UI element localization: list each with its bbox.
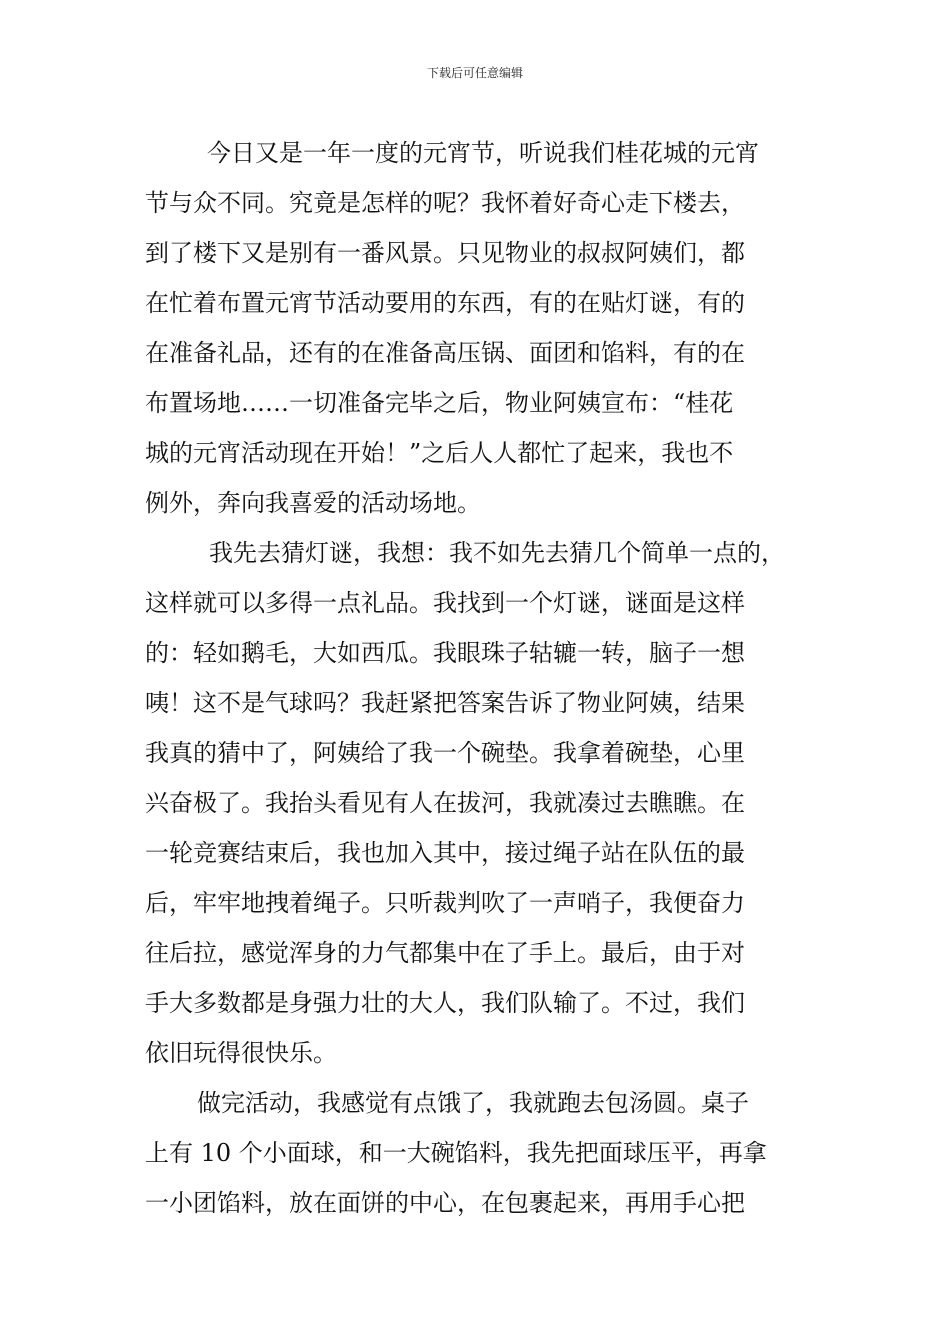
text-line: 一小团馅料，放在面饼的中心，在包裹起来，再用手心把: [145, 1189, 745, 1217]
text-line: 一轮竞赛结束后，我也加入其中，接过绳子站在队伍的最: [145, 839, 745, 867]
text-line: 兴奋极了。我抬头看见有人在拔河，我就凑过去瞧瞧。在: [145, 789, 745, 817]
paragraph-2: [145, 528, 807, 1078]
text-line: 今日又是一年一度的元宵节，听说我们桂花城的元宵: [207, 139, 759, 167]
text-line: 在准备礼品，还有的在准备高压锅、面团和馅料，有的在: [145, 339, 745, 367]
text-line: 在忙着布置元宵节活动要用的东西，有的在贴灯谜，有的: [145, 289, 745, 317]
page-header: 下载后可任意编辑: [426, 66, 523, 80]
document-body: [145, 128, 807, 1228]
text-line: 往后拉，感觉浑身的力气都集中在了手上。最后，由于对: [145, 939, 745, 967]
text-line: 手大多数都是身强力壮的大人，我们队输了。不过，我们: [145, 989, 745, 1017]
text-line: 做完活动，我感觉有点饿了，我就跑去包汤圆。桌子: [197, 1089, 749, 1117]
paragraph-1: [145, 128, 807, 528]
text-line: 依旧玩得很快乐。: [145, 1039, 337, 1067]
text-line: 的：轻如鹅毛，大如西瓜。我眼珠子轱辘一转，脑子一想: [145, 639, 745, 667]
text-line: 节与众不同。究竟是怎样的呢？我怀着好奇心走下楼去，: [145, 189, 745, 217]
text-line: 上有 10 个小面球，和一大碗馅料，我先把面球压平，再拿: [145, 1139, 767, 1167]
text-line: 咦！这不是气球吗？我赶紧把答案告诉了物业阿姨，结果: [145, 689, 745, 717]
text-line: 布置场地……一切准备完毕之后，物业阿姨宣布：“桂花: [145, 389, 734, 417]
text-line: 后，牢牢地拽着绳子。只听裁判吹了一声哨子，我便奋力: [145, 889, 745, 917]
text-line: 城的元宵活动现在开始！”之后人人都忙了起来，我也不: [145, 439, 734, 467]
text-line: 到了楼下又是别有一番风景。只见物业的叔叔阿姨们，都: [145, 239, 745, 267]
text-line: 例外，奔向我喜爱的活动场地。: [145, 489, 481, 517]
text-line: 这样就可以多得一点礼品。我找到一个灯谜，谜面是这样: [145, 589, 745, 617]
paragraph-3: [145, 1078, 807, 1228]
text-line: 我先去猜灯谜，我想：我不如先去猜几个简单一点的，: [209, 539, 785, 567]
text-line: 我真的猜中了，阿姨给了我一个碗垫。我拿着碗垫，心里: [145, 739, 745, 767]
